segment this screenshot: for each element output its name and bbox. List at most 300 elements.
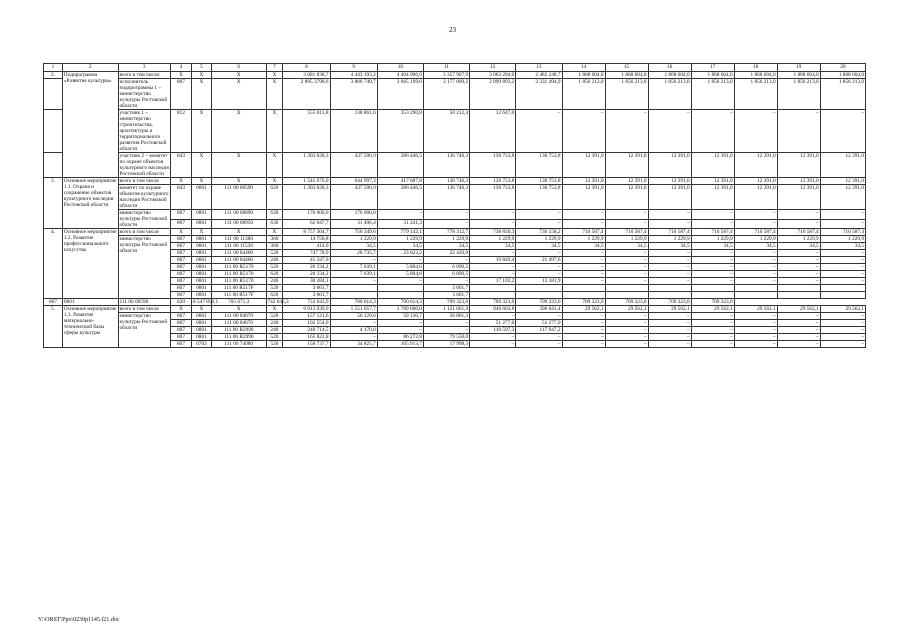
table-cell: 34,5 bbox=[777, 243, 820, 250]
table-cell bbox=[605, 285, 648, 292]
table-cell: 111 00 11380 bbox=[211, 236, 266, 243]
table-cell: 1 229,9 bbox=[516, 236, 562, 243]
header-cell: 7 bbox=[266, 64, 283, 72]
table-cell: 396 041,4 bbox=[516, 306, 562, 313]
table-cell: – bbox=[605, 110, 648, 153]
table-cell: 807 bbox=[171, 313, 192, 320]
table-cell bbox=[516, 285, 562, 292]
table-row bbox=[44, 79, 866, 110]
table-cell bbox=[562, 285, 605, 292]
table-cell: 102 554,0 bbox=[283, 320, 330, 327]
table-cell: – bbox=[562, 257, 605, 264]
table-cell bbox=[516, 292, 562, 299]
table-cell: министерство культуры Ростовской области bbox=[118, 210, 170, 229]
table-cell: 0801 bbox=[191, 210, 211, 220]
table-cell: X bbox=[211, 110, 266, 153]
table-cell: 130 753,8 bbox=[470, 153, 516, 178]
table-cell: 1 303 028,3 bbox=[283, 153, 330, 178]
table-row bbox=[44, 236, 866, 243]
table-cell: 555 011,8 bbox=[283, 110, 330, 153]
table-cell: – bbox=[377, 257, 423, 264]
table-cell: 0801 bbox=[191, 185, 211, 210]
table-cell bbox=[562, 292, 605, 299]
table-cell: 41 347,0 bbox=[283, 257, 330, 264]
table-cell: 414,0 bbox=[283, 243, 330, 250]
header-cell: 5 bbox=[191, 64, 211, 72]
table-cell: 111 00 R5170 bbox=[211, 271, 266, 278]
table-cell: 12 391,0 bbox=[691, 178, 734, 185]
table-cell: 710 587,4 bbox=[605, 229, 648, 236]
header-cell: 11 bbox=[423, 64, 469, 72]
table-cell: 29 562,1 bbox=[605, 306, 648, 313]
table-cell: 3 601,7 bbox=[423, 292, 469, 299]
table-cell: 50 212,4 bbox=[423, 110, 469, 153]
table-cell: 1 856 213,0 bbox=[605, 79, 648, 110]
table-cell: – bbox=[516, 334, 562, 341]
table-cell: всего в том числе bbox=[118, 229, 170, 236]
table-cell: 20 334,2 bbox=[283, 264, 330, 271]
table-cell: X bbox=[266, 110, 283, 153]
table-cell: 12 391,0 bbox=[734, 178, 777, 185]
table-cell: 807 bbox=[171, 334, 192, 341]
table-cell: – bbox=[734, 327, 777, 334]
table-cell: – bbox=[330, 278, 377, 285]
header-cell: 9 bbox=[330, 64, 377, 72]
table-row bbox=[44, 110, 866, 153]
table-cell: 12 391,0 bbox=[648, 178, 691, 185]
header-cell: 13 bbox=[516, 64, 562, 72]
table-cell: – bbox=[605, 264, 648, 271]
table-row bbox=[44, 185, 866, 210]
table-cell: – bbox=[734, 313, 777, 320]
table-cell bbox=[734, 285, 777, 292]
table-cell: 0801 bbox=[191, 285, 211, 292]
table-cell: 12 391,0 bbox=[562, 185, 605, 210]
table-cell: – bbox=[691, 271, 734, 278]
table-cell: 111 00 68890 bbox=[211, 210, 266, 220]
table-cell: 1 229,9 bbox=[377, 236, 423, 243]
table-cell: 12 391,0 bbox=[777, 178, 820, 185]
header-cell: 1 bbox=[44, 64, 63, 72]
table-cell: – bbox=[516, 219, 562, 229]
table-cell: 946 663,8 bbox=[470, 306, 516, 313]
table-row bbox=[44, 306, 866, 313]
table-cell: 620 bbox=[266, 271, 283, 278]
table-cell: X bbox=[266, 153, 283, 178]
table-cell: – bbox=[734, 271, 777, 278]
table-cell: 807 bbox=[44, 299, 63, 306]
table-cell: 4 404 906,9 bbox=[377, 72, 423, 79]
table-cell: X bbox=[266, 306, 283, 313]
table-cell: – bbox=[777, 110, 820, 153]
table-cell: 5. bbox=[44, 306, 63, 348]
table-cell: 240 bbox=[266, 327, 283, 334]
table-cell: – bbox=[648, 257, 691, 264]
table-cell: 34,5 bbox=[605, 243, 648, 250]
table-cell: – bbox=[562, 110, 605, 153]
table-cell: 807 bbox=[171, 264, 192, 271]
table-cell: – bbox=[605, 271, 648, 278]
table-cell bbox=[377, 292, 423, 299]
table-cell: – bbox=[470, 250, 516, 257]
table-cell: 700 614,3 bbox=[330, 299, 377, 306]
table-cell: 3 601,7 bbox=[283, 285, 330, 292]
table-cell: 0801 bbox=[191, 278, 211, 285]
table-cell: – bbox=[423, 210, 469, 220]
table-cell: 1 856 213,0 bbox=[734, 79, 777, 110]
table-cell: 807 bbox=[171, 79, 192, 110]
table-cell: 1 868 604,0 bbox=[648, 72, 691, 79]
table-cell: 34,5 bbox=[470, 243, 516, 250]
table-cell: – bbox=[470, 334, 516, 341]
table-cell: – bbox=[820, 334, 865, 341]
table-cell: 56 861,3 bbox=[423, 313, 469, 320]
table-cell: 29 562,1 bbox=[820, 306, 865, 313]
table-cell: – bbox=[516, 110, 562, 153]
table-cell: 51 277,0 bbox=[516, 320, 562, 327]
table-cell: – bbox=[691, 313, 734, 320]
table-cell bbox=[777, 285, 820, 292]
table-cell: 4 443 193,2 bbox=[330, 72, 377, 79]
table-cell: 0801 bbox=[191, 264, 211, 271]
header-cell: 10 bbox=[377, 64, 423, 72]
table-cell: – bbox=[423, 257, 469, 264]
table-row bbox=[44, 153, 866, 178]
table-cell: – bbox=[605, 341, 648, 348]
table-cell: 51 277,0 bbox=[470, 320, 516, 327]
table-cell: 710 587,4 bbox=[777, 229, 820, 236]
table-cell: 0801 bbox=[191, 313, 211, 320]
table-cell: 1 121 061,4 bbox=[423, 306, 469, 313]
table-cell: – bbox=[330, 320, 377, 327]
table-cell: 34,5 bbox=[562, 243, 605, 250]
table-cell: – bbox=[734, 334, 777, 341]
table-cell: – bbox=[777, 271, 820, 278]
table-cell: 12 391,0 bbox=[777, 185, 820, 210]
table-cell: 807 bbox=[171, 285, 192, 292]
table-cell: – bbox=[691, 250, 734, 257]
table-cell: – bbox=[562, 250, 605, 257]
table-cell: 22 420,0 bbox=[423, 250, 469, 257]
table-cell: 620 bbox=[266, 185, 283, 210]
table-cell: 111 00 84670 bbox=[211, 320, 266, 327]
table-cell: 807 bbox=[171, 219, 192, 229]
table-cell: – bbox=[691, 219, 734, 229]
table-cell: 12 391,0 bbox=[605, 178, 648, 185]
table-cell: 17 998,3 bbox=[423, 341, 469, 348]
table-cell: – bbox=[734, 341, 777, 348]
table-cell: 34,5 bbox=[330, 243, 377, 250]
table-cell: 1 868 604,0 bbox=[820, 72, 865, 79]
table-cell: 30 284,1 bbox=[283, 278, 330, 285]
table-cell: 0801 bbox=[191, 250, 211, 257]
table-cell: – bbox=[562, 327, 605, 334]
table-cell: – bbox=[605, 250, 648, 257]
table-cell: 0801 bbox=[191, 327, 211, 334]
table-cell: 630 bbox=[266, 219, 283, 229]
table-cell: 1 856 213,0 bbox=[777, 79, 820, 110]
table-cell: 176 000,0 bbox=[283, 210, 330, 220]
table-cell: 130 753,8 bbox=[516, 178, 562, 185]
table-cell: – bbox=[648, 250, 691, 257]
table-cell: 34,5 bbox=[423, 243, 469, 250]
table-cell: Основное мероприятие 1.2. Развитие профессионального искусства bbox=[62, 229, 118, 299]
table-cell: X bbox=[191, 72, 211, 79]
table-cell: – bbox=[734, 264, 777, 271]
budget-table bbox=[43, 63, 866, 348]
table-cell: – bbox=[691, 341, 734, 348]
table-cell: 1 789 600,0 bbox=[377, 306, 423, 313]
table-cell: 0801 bbox=[191, 320, 211, 327]
table-cell: X bbox=[266, 79, 283, 110]
table-cell: 130 753,8 bbox=[516, 185, 562, 210]
table-cell: X bbox=[171, 306, 192, 313]
header-cell: 8 bbox=[283, 64, 330, 72]
table-cell: 710 587,4 bbox=[562, 229, 605, 236]
table-cell: 386 446,5 bbox=[377, 185, 423, 210]
table-cell: 111 00 11530 bbox=[211, 243, 266, 250]
table-cell: 3 601,7 bbox=[423, 285, 469, 292]
header-cell: 2 bbox=[62, 64, 118, 72]
table-cell: 34,5 bbox=[516, 243, 562, 250]
table-cell: 700 614,3 bbox=[377, 299, 423, 306]
table-cell: 1 229,9 bbox=[470, 236, 516, 243]
table-cell: 7 639,1 bbox=[330, 264, 377, 271]
table-cell: 0801 bbox=[191, 271, 211, 278]
table-cell: X bbox=[211, 306, 266, 313]
table-cell: – bbox=[423, 219, 469, 229]
table-cell: – bbox=[820, 271, 865, 278]
table-cell: – bbox=[470, 271, 516, 278]
table-row bbox=[44, 299, 866, 306]
table-cell: 360 bbox=[266, 236, 283, 243]
table-cell: 111 00 68950 bbox=[211, 219, 266, 229]
table-cell: – bbox=[377, 320, 423, 327]
table-cell bbox=[777, 292, 820, 299]
table-cell: 17 102,2 bbox=[470, 278, 516, 285]
table-cell: 29 562,1 bbox=[691, 306, 734, 313]
table-cell: 520 bbox=[266, 250, 283, 257]
column-number-header bbox=[44, 64, 866, 72]
table-cell: X bbox=[171, 229, 192, 236]
table-cell: 19 849,4 bbox=[470, 257, 516, 264]
header-cell: 12 bbox=[470, 64, 516, 72]
table-cell: участник 2 – комитет по охране объектов культурного наследия Ростовской области bbox=[119, 153, 169, 177]
table-cell: – bbox=[605, 210, 648, 220]
table-cell: 1 229,9 bbox=[820, 236, 865, 243]
table-cell: – bbox=[562, 271, 605, 278]
table-cell: 130 753,8 bbox=[470, 185, 516, 210]
table-cell: – bbox=[648, 210, 691, 220]
table-cell: – bbox=[691, 278, 734, 285]
table-cell: 807 bbox=[171, 236, 192, 243]
table-cell: – bbox=[562, 219, 605, 229]
table-cell: X bbox=[171, 178, 192, 185]
table-cell bbox=[648, 292, 691, 299]
table-cell: – bbox=[648, 278, 691, 285]
table-cell: 1 551 657,7 bbox=[330, 306, 377, 313]
table-cell: 644 997,3 bbox=[330, 178, 377, 185]
table-cell: 0801 bbox=[191, 236, 211, 243]
table-cell: всего в том числе bbox=[118, 306, 170, 313]
header-cell: 18 bbox=[734, 64, 777, 72]
table-cell: 709 323,0 bbox=[648, 299, 691, 306]
table-cell: 176 000,0 bbox=[330, 210, 377, 220]
table-cell: 111 00 R2990 bbox=[211, 334, 266, 341]
table-cell bbox=[44, 153, 63, 178]
table-cell: 0801 bbox=[191, 334, 211, 341]
table-cell: 709 323,0 bbox=[516, 299, 562, 306]
table-cell: – bbox=[470, 210, 516, 220]
table-cell: министерство культуры Ростовской области bbox=[118, 313, 170, 348]
table-cell: – bbox=[516, 341, 562, 348]
table-cell: 742 645,3 bbox=[267, 299, 289, 305]
table-cell: – bbox=[562, 341, 605, 348]
table-cell bbox=[820, 285, 865, 292]
table-cell: 111 00 84460 bbox=[211, 250, 266, 257]
table-cell: 3 063 294,0 bbox=[470, 72, 516, 79]
header-cell: 3 bbox=[118, 64, 170, 72]
table-cell: 12 391,0 bbox=[562, 178, 605, 185]
table-cell: – bbox=[734, 219, 777, 229]
table-cell: 1 229,9 bbox=[330, 236, 377, 243]
table-cell: – bbox=[820, 264, 865, 271]
table-row bbox=[44, 313, 866, 320]
table-cell: 12 391,0 bbox=[648, 185, 691, 210]
table-cell: 111 00 R5170 bbox=[211, 264, 266, 271]
table-cell: всего в том числе bbox=[118, 178, 170, 185]
table-cell: 50 129,6 bbox=[330, 313, 377, 320]
table-cell bbox=[44, 110, 63, 153]
table-cell: X bbox=[191, 306, 211, 313]
table-cell bbox=[470, 292, 516, 299]
table-cell: – bbox=[734, 110, 777, 153]
table-cell: – bbox=[516, 210, 562, 220]
table-cell: 1 868 604,0 bbox=[562, 72, 605, 79]
table-cell: 750 349,6 bbox=[330, 229, 377, 236]
table-cell: 12 391,0 bbox=[734, 185, 777, 210]
table-cell: – bbox=[605, 219, 648, 229]
table-cell: 28 735,7 bbox=[330, 250, 377, 257]
table-cell: 710 587,4 bbox=[820, 229, 865, 236]
table-cell: 7 639,1 bbox=[330, 271, 377, 278]
table-cell: – bbox=[516, 313, 562, 320]
table-cell: – bbox=[562, 313, 605, 320]
table-cell: 23 623,2 bbox=[377, 250, 423, 257]
table-cell: 520 bbox=[266, 341, 283, 348]
table-cell: 12 391,0 bbox=[777, 153, 820, 178]
table-cell: – bbox=[562, 278, 605, 285]
table-cell: 34,5 bbox=[691, 243, 734, 250]
table-cell: X bbox=[191, 178, 211, 185]
table-cell: 807 bbox=[171, 320, 192, 327]
table-cell: 386 446,5 bbox=[377, 153, 423, 178]
table-cell: 34,5 bbox=[377, 243, 423, 250]
table-cell: – bbox=[777, 264, 820, 271]
table-cell: 1 229,9 bbox=[691, 236, 734, 243]
table-cell: 3 601,7 bbox=[283, 292, 330, 299]
table-cell: 630 bbox=[266, 210, 283, 220]
table-cell: 1 868 604,0 bbox=[691, 72, 734, 79]
table-cell: X bbox=[191, 110, 211, 153]
table-cell: – bbox=[423, 278, 469, 285]
table-cell: 360 bbox=[266, 243, 283, 250]
table-cell: 1 856 213,0 bbox=[820, 79, 865, 110]
table-cell: 5 804,6 bbox=[377, 271, 423, 278]
table-cell: – bbox=[820, 110, 865, 153]
table-cell: комитет по охране объектов культурного наследия Ростовской области bbox=[119, 185, 169, 209]
table-cell: – bbox=[734, 250, 777, 257]
table-cell: 807 bbox=[171, 327, 192, 334]
table-cell: 1 868 604,0 bbox=[734, 72, 777, 79]
table-cell: – bbox=[691, 320, 734, 327]
table-cell: – bbox=[648, 327, 691, 334]
table-cell: 157 121,6 bbox=[283, 313, 330, 320]
table-cell: 709 323,0 bbox=[691, 299, 734, 306]
table-cell: 807 bbox=[171, 341, 192, 348]
table-cell: 12 391,0 bbox=[691, 153, 734, 178]
table-cell: 709 323,0 bbox=[562, 299, 605, 306]
table-cell: 437 590,9 bbox=[330, 185, 377, 210]
table-cell: 843 bbox=[171, 153, 192, 178]
table-cell: 5 804,6 bbox=[377, 264, 423, 271]
table-cell: 705 071,3 bbox=[211, 299, 266, 306]
table-cell: 437 590,9 bbox=[330, 153, 377, 178]
table-cell: 12 391,0 bbox=[691, 185, 734, 210]
table-cell: X bbox=[191, 79, 211, 110]
table-cell: – bbox=[605, 278, 648, 285]
table-cell: – bbox=[648, 320, 691, 327]
table-cell bbox=[470, 285, 516, 292]
table-cell: 520 bbox=[266, 285, 283, 292]
table-cell: 2 895 3798,6 bbox=[283, 79, 330, 110]
table-cell: 29 562,1 bbox=[562, 306, 605, 313]
table-cell: – bbox=[648, 219, 691, 229]
table-cell: 12 391,0 bbox=[820, 153, 865, 178]
table-cell bbox=[820, 292, 865, 299]
header-cell: 14 bbox=[562, 64, 605, 72]
table-cell: – bbox=[691, 264, 734, 271]
table-cell: X bbox=[266, 178, 283, 185]
table-cell: – bbox=[377, 278, 423, 285]
table-cell: X bbox=[266, 229, 283, 236]
table-cell: – bbox=[605, 327, 648, 334]
table-cell: – bbox=[423, 320, 469, 327]
table-cell: 1 541 676,0 bbox=[283, 178, 330, 185]
table-cell: – bbox=[330, 334, 377, 341]
table-cell: X bbox=[211, 72, 266, 79]
table-cell: 747 78,9 bbox=[283, 250, 330, 257]
table-cell: – bbox=[648, 110, 691, 153]
table-cell: 12 391,0 bbox=[605, 185, 648, 210]
table-cell: – bbox=[691, 327, 734, 334]
table-cell: – bbox=[423, 327, 469, 334]
table-cell: 130 753,8 bbox=[516, 153, 562, 178]
table-cell: – bbox=[562, 334, 605, 341]
table-cell: 1 229,9 bbox=[648, 236, 691, 243]
table-cell: Подпрограмма «Развитие культуры» bbox=[62, 72, 118, 178]
table-cell bbox=[605, 292, 648, 299]
table-cell: – bbox=[777, 210, 820, 220]
table-cell: – bbox=[377, 327, 423, 334]
table-cell: Основное мероприятие 1.1. Охрана и сохранение объектов культурного наследия Ростовской области bbox=[62, 178, 118, 229]
header-cell: 17 bbox=[691, 64, 734, 72]
table-row bbox=[44, 72, 866, 79]
table-cell: 1 229,9 bbox=[605, 236, 648, 243]
table-cell: 111 00 74080 bbox=[211, 341, 266, 348]
table-cell: – bbox=[777, 257, 820, 264]
table-cell: – bbox=[605, 334, 648, 341]
